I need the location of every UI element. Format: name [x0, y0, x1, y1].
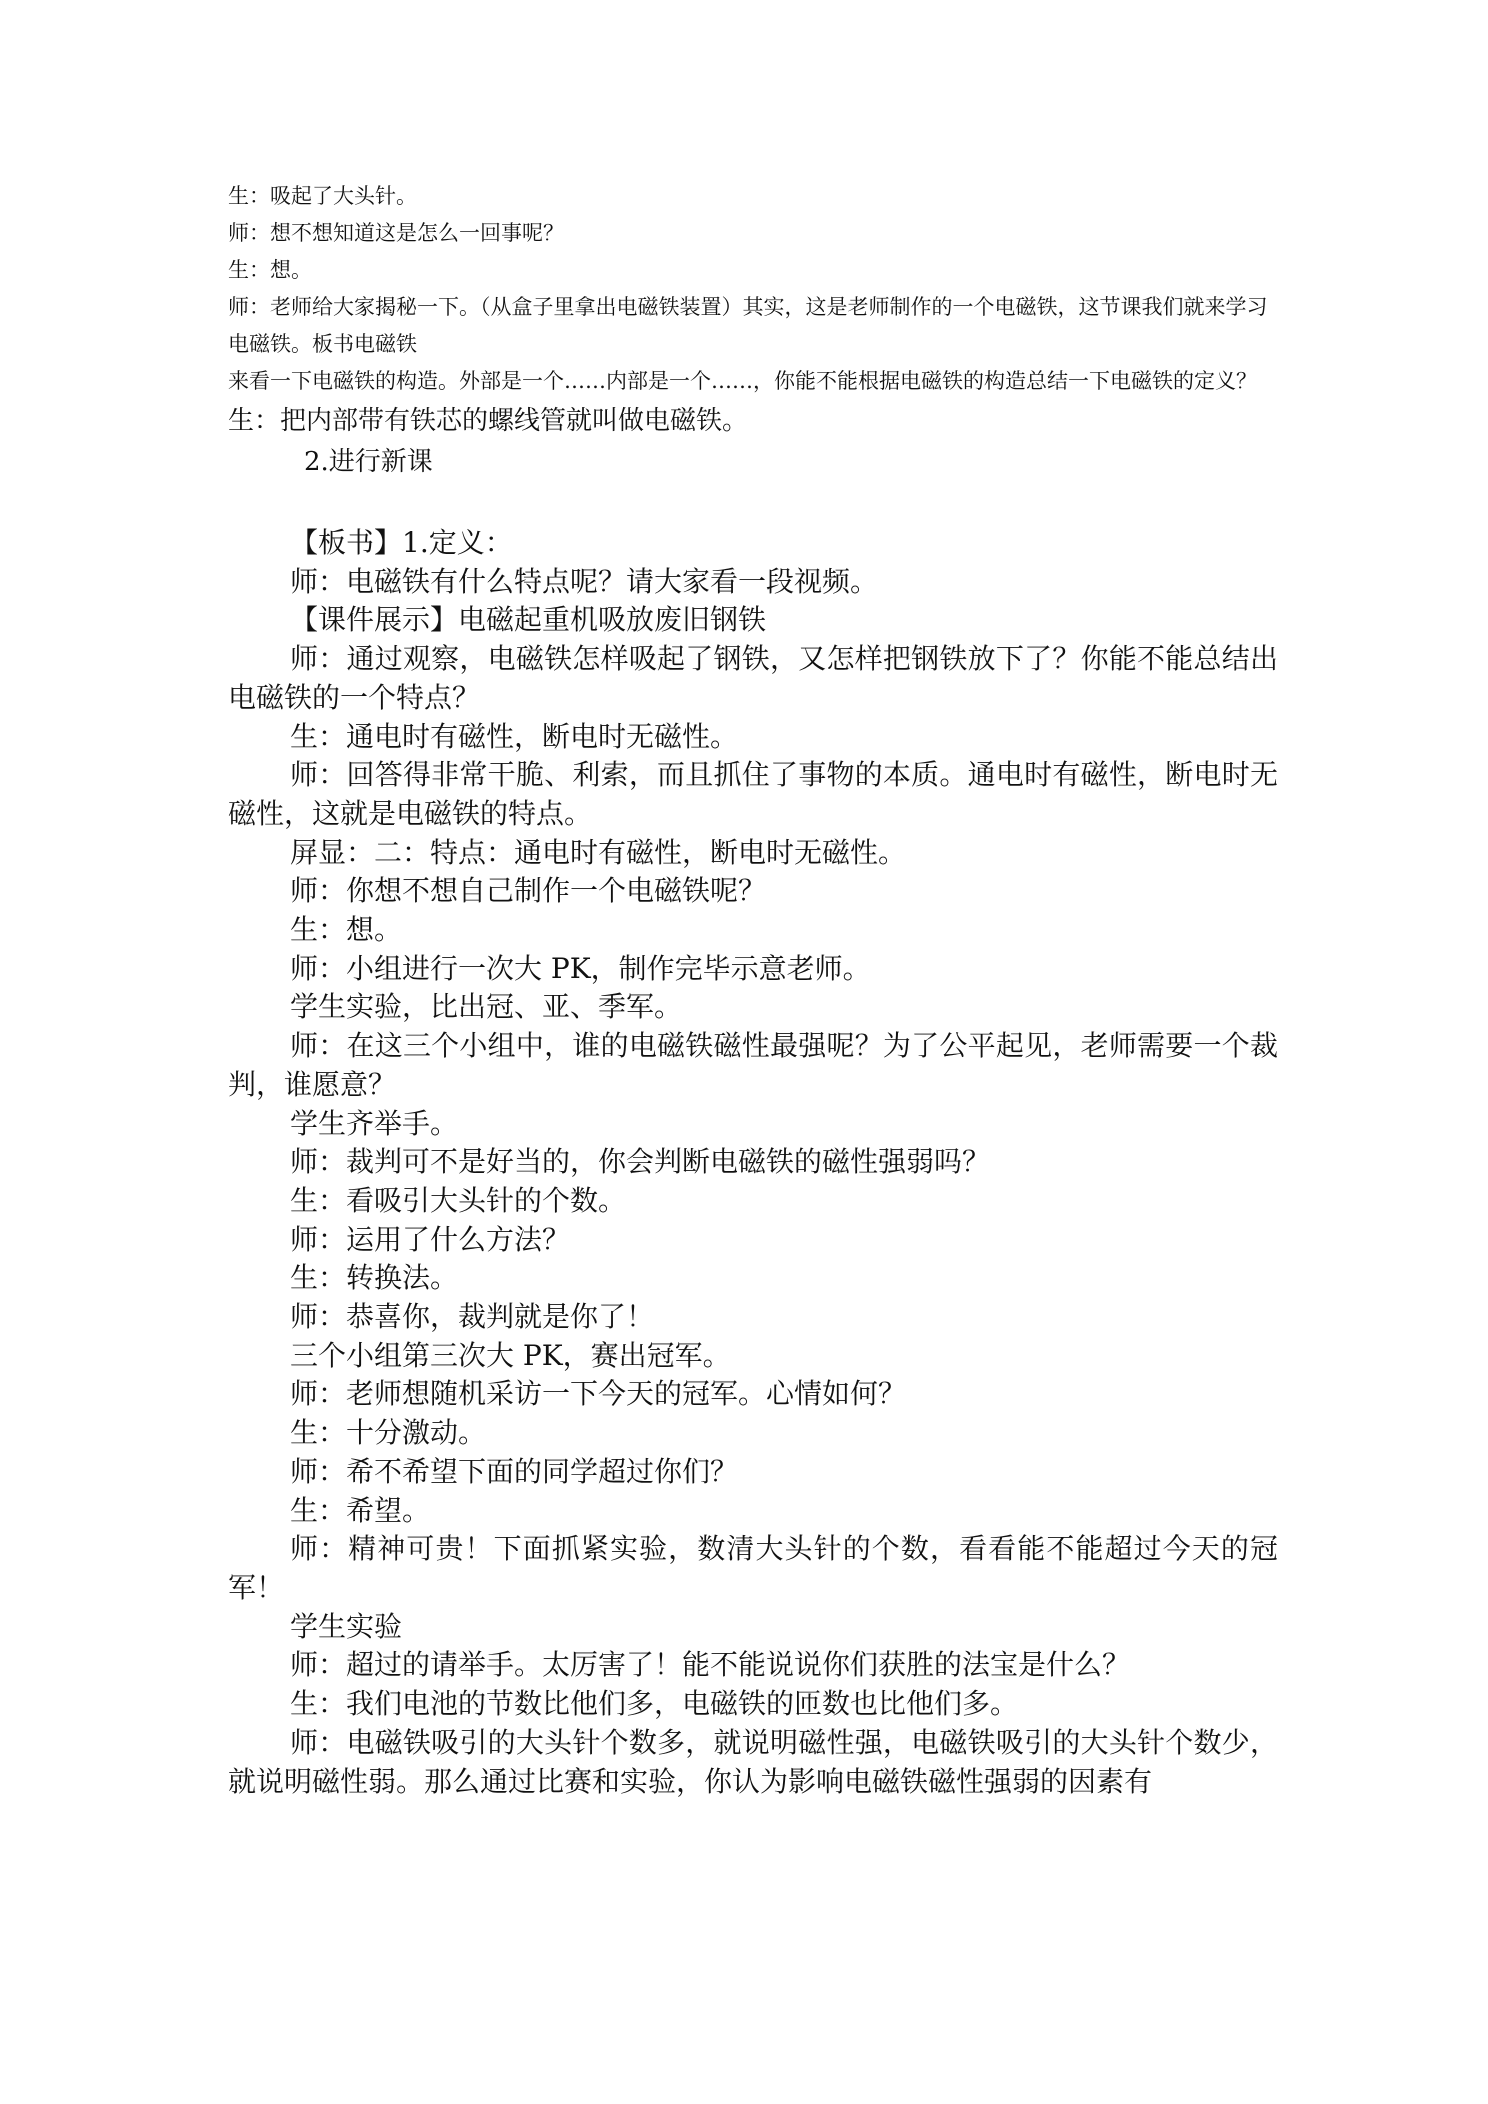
- dialogue-line: 生：转换法。: [290, 1261, 459, 1295]
- dialogue-line: 生：希望。: [290, 1493, 431, 1527]
- dialogue-line: 学生实验: [290, 1609, 403, 1643]
- blank-line: [228, 482, 1278, 524]
- dialogue-line: 学生实验，比出冠、亚、季军。: [290, 990, 683, 1024]
- dialogue-line: 师：老师想随机采访一下今天的冠军。心情如何？: [290, 1377, 907, 1411]
- dialogue-line: 师：小组进行一次大 PK，制作完毕示意老师。: [290, 951, 871, 985]
- dialogue-line: 【板书】1.定义：: [290, 526, 513, 559]
- dialogue-line: 师：老师给大家揭秘一下。（从盒子里拿出电磁铁装置）其实，这是老师制作的一个电磁铁，这节课我们就来学习电磁铁。板书电磁铁: [228, 295, 1268, 356]
- dialogue-line: 师：回答得非常干脆、利索，而且抓住了事物的本质。通电时有磁性，断电时无磁性，这就是电磁铁的特点。: [228, 758, 1278, 830]
- dialogue-line: 三个小组第三次大 PK，赛出冠军。: [290, 1338, 731, 1372]
- dialogue-line: 师：希不希望下面的同学超过你们？: [290, 1454, 739, 1488]
- dialogue-line: 师：恭喜你，裁判就是你了！: [290, 1300, 655, 1334]
- dialogue-line: 屏显：二：特点：通电时有磁性，断电时无磁性。: [290, 835, 907, 869]
- dialogue-line: 师：通过观察，电磁铁怎样吸起了钢铁，又怎样把钢铁放下了？你能不能总结出电磁铁的一个特点？: [228, 642, 1278, 714]
- dialogue-line: 生：看吸引大头针的个数。: [290, 1183, 627, 1217]
- dialogue-line: 师：在这三个小组中，谁的电磁铁磁性最强呢？为了公平起见，老师需要一个裁判，谁愿意？: [228, 1029, 1278, 1101]
- lesson-dialogue: [228, 524, 1278, 1801]
- dialogue-line: 师：电磁铁有什么特点呢？请大家看一段视频。: [290, 564, 879, 598]
- document-page: [228, 178, 1278, 1801]
- dialogue-line: 生：通电时有磁性，断电时无磁性。: [290, 719, 739, 753]
- dialogue-line: 【课件展示】电磁起重机吸放废旧钢铁: [290, 603, 767, 637]
- dialogue-line: 生：吸起了大头针。: [228, 184, 417, 208]
- dialogue-line: 师：电磁铁吸引的大头针个数多，就说明磁性强，电磁铁吸引的大头针个数少，就说明磁性弱。那么通过比赛和实验，你认为影响电磁铁磁性强弱的因素有: [228, 1725, 1278, 1798]
- dialogue-line: 师：精神可贵！下面抓紧实验，数清大头针的个数，看看能不能超过今天的冠军！: [228, 1532, 1278, 1604]
- dialogue-line: 学生齐举手。: [290, 1106, 459, 1140]
- dialogue-line: 师：超过的请举手。太厉害了！能不能说说你们获胜的法宝是什么？: [290, 1648, 1131, 1682]
- section-heading: 2.进行新课: [304, 447, 433, 477]
- dialogue-line: 师：运用了什么方法？: [290, 1222, 571, 1256]
- dialogue-line: 来看一下电磁铁的构造。外部是一个……内部是一个……，你能不能根据电磁铁的构造总结一下电磁铁的定义？: [228, 369, 1257, 393]
- dialogue-line: 生：把内部带有铁芯的螺线管就叫做电磁铁。: [228, 406, 749, 436]
- dialogue-line: 师：想不想知道这是怎么一回事呢？: [228, 221, 564, 245]
- dialogue-line: 生：十分激动。: [290, 1416, 487, 1450]
- dialogue-line: 师：你想不想自己制作一个电磁铁呢？: [290, 874, 767, 908]
- dialogue-line: 生：想。: [228, 258, 312, 282]
- dialogue-line: 生：想。: [290, 913, 403, 947]
- intro-dialogue: [228, 178, 1278, 442]
- dialogue-line: 生：我们电池的节数比他们多，电磁铁的匝数也比他们多。: [290, 1687, 1019, 1721]
- dialogue-line: 师：裁判可不是好当的，你会判断电磁铁的磁性强弱吗？: [290, 1145, 991, 1179]
